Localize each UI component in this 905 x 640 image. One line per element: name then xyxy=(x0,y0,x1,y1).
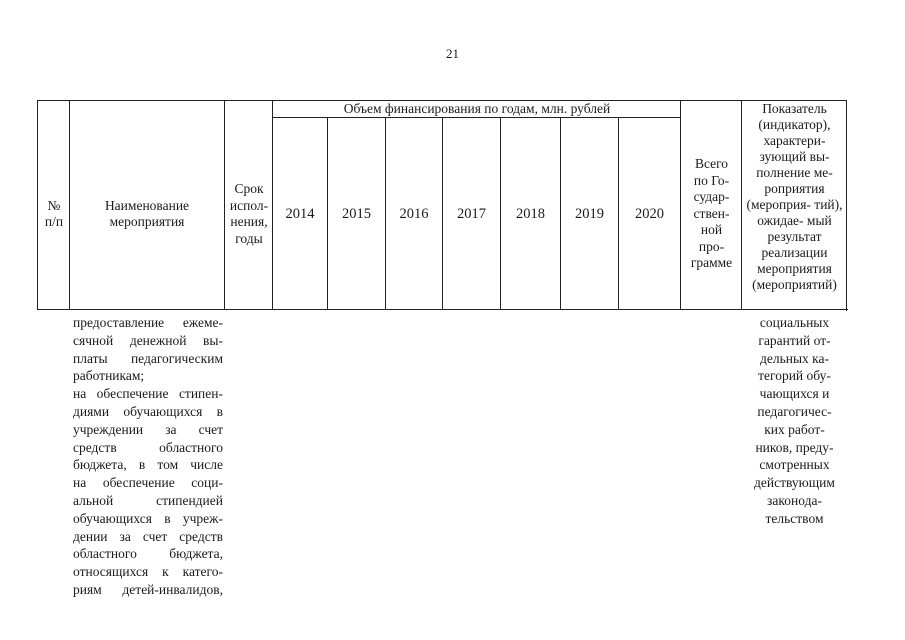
text-line: учреждении за счет xyxy=(73,421,223,437)
col-sep xyxy=(741,100,742,310)
text-line: бюджета, в том числе xyxy=(73,457,223,473)
header-year-2018: 2018 xyxy=(516,205,545,222)
text-line: гарантий от- xyxy=(758,332,831,348)
text-line: тельством xyxy=(765,510,824,526)
text-line: законода- xyxy=(767,492,822,508)
text-line: смотренных xyxy=(759,457,830,473)
text-line: действующим xyxy=(754,475,835,491)
text-line: средств областного xyxy=(73,439,223,455)
header-year-2019: 2019 xyxy=(575,205,604,222)
text-line: диями обучающихся в xyxy=(73,403,223,419)
text-line: дении за счет средств xyxy=(73,528,223,544)
header-indicator: Показатель (индикатор), характери- зующий вы- полнение ме- роприятия (мероприя- тий), ожидае- мый результат реализации мероприятия (мероприятий) xyxy=(746,101,843,292)
text-line: платы педагогическим xyxy=(73,350,223,366)
text-line: обучающихся в учреж- xyxy=(73,510,223,526)
header-funding-group: Объем финансирования по годам, млн. рублей xyxy=(343,100,611,116)
header-year-2016: 2016 xyxy=(399,205,429,222)
header-total: Всего по Го- судар- ствен- ной про- грамме xyxy=(690,156,733,271)
col-sep xyxy=(680,100,681,310)
col-sep xyxy=(224,100,225,310)
text-line: риям детей-инвалидов, xyxy=(73,581,223,597)
table-border-right xyxy=(846,100,847,311)
text-line: ников, преду- xyxy=(755,439,834,455)
text-line: работникам; xyxy=(73,368,145,384)
text-line: сячной денежной вы- xyxy=(73,332,223,348)
col-sep xyxy=(69,100,70,310)
header-term: Срок испол- нения, годы xyxy=(229,181,269,246)
header-num: № п/п xyxy=(44,197,64,229)
row-indicator-text xyxy=(743,314,846,528)
row-name-text xyxy=(73,314,223,599)
text-line: социальных xyxy=(759,315,830,330)
text-line: тегорий обу- xyxy=(758,368,831,384)
header-year-2015: 2015 xyxy=(342,205,371,222)
header-year-2014: 2014 xyxy=(285,205,315,222)
text-line: альной стипендией xyxy=(73,492,223,508)
text-line: дельных ка- xyxy=(759,350,830,366)
text-line: предоставление ежеме- xyxy=(73,315,223,330)
header-name: Наименование мероприятия xyxy=(104,197,190,229)
text-line: ких работ- xyxy=(764,421,825,437)
text-line: на обеспечение стипен- xyxy=(73,386,223,402)
page-number: 21 xyxy=(446,46,459,61)
header-year-2020: 2020 xyxy=(635,205,664,222)
text-line: на обеспечение соци- xyxy=(73,475,223,491)
header-year-2017: 2017 xyxy=(457,205,486,222)
text-line: областного бюджета, xyxy=(73,546,223,562)
text-line: относящихся к катего- xyxy=(73,564,223,580)
text-line: педагогичес- xyxy=(757,403,832,419)
text-line: чающихся и xyxy=(759,386,830,402)
